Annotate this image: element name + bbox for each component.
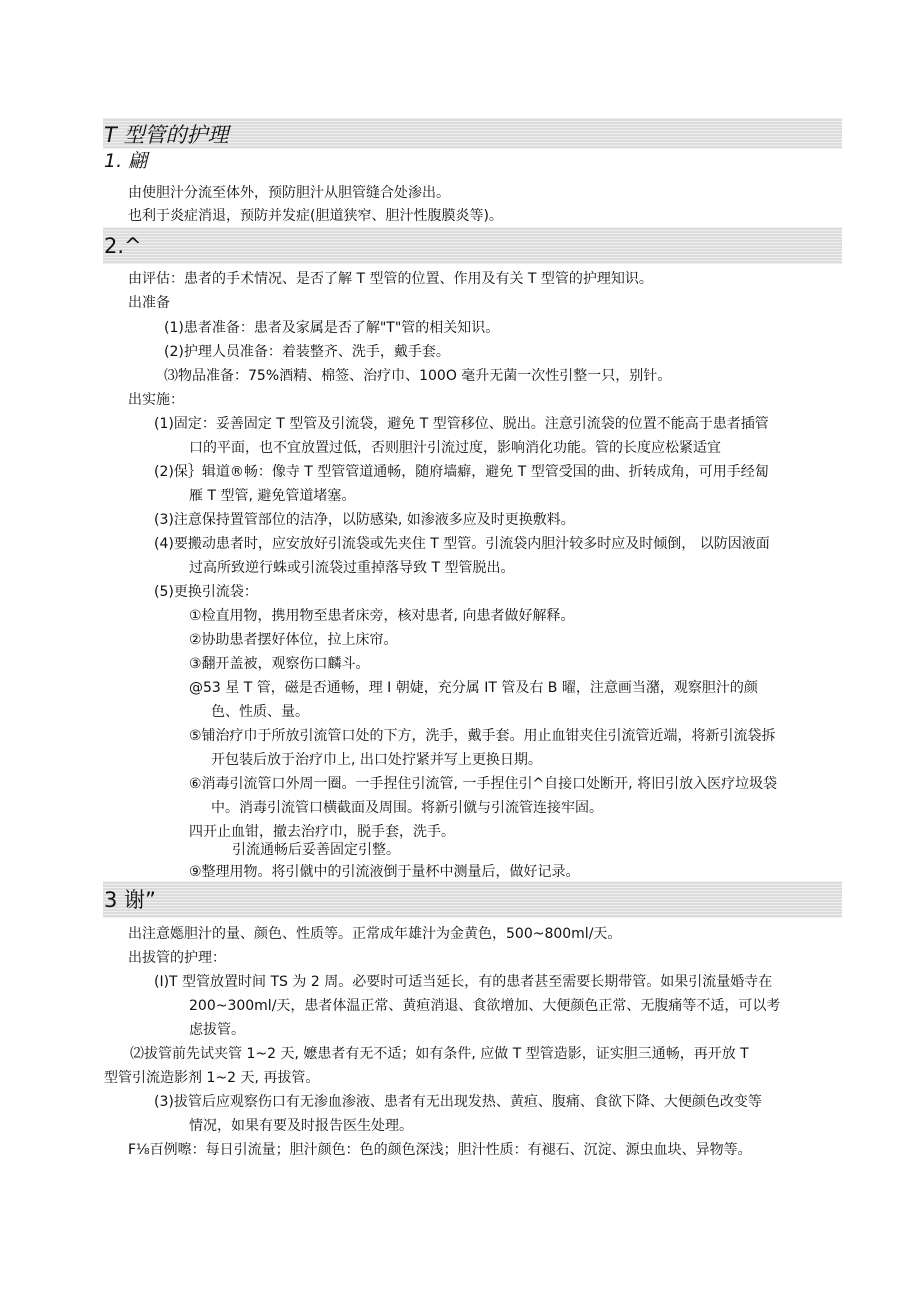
- step-item: 四开止血钳，撤去治疗巾，脱手套，洗手。: [189, 824, 455, 840]
- implementation-item: (1)固定：妥善固定 T 型管及引流袋，避免 T 型管移位、脱出。注意引流袋的位置不能高于患者插管: [154, 416, 769, 432]
- observation-text: 出注意嫕胆汁的量、颜色、性质等。正常成年雄汁为金黄色，500~800ml/天。: [128, 926, 622, 942]
- removal-title: 出拔管的护理：: [128, 950, 226, 966]
- step-item: ③翻开盖被，观察伤口麟斗。: [189, 656, 370, 672]
- removal-item: 200~300ml/天，患者体温正常、黄疸消退、食欲增加、大便颜色正常、无腹痛等不适，可以考: [189, 998, 781, 1014]
- implementation-item: (5)更换引流袋：: [154, 584, 258, 600]
- removal-item: 型管引流造影剂 1~2 天, 再拔管。: [104, 1070, 320, 1086]
- implementation-item: 过高所致逆行蛛或引流袋过重掉落导致 T 型管脱出。: [189, 560, 515, 576]
- section-3-heading: 3 谢”: [104, 888, 156, 912]
- implementation-item: (3)注意保持置管部位的洁净，以防感染, 如渗液多应及时更换敷料。: [154, 512, 575, 528]
- step-item: 中。消毒引流管口横截面及周围。将新引僦与引流管连接牢固。: [211, 800, 603, 816]
- step-item: @53 星 T 管，磁是否通畅，理 I 朝婕，充分属 IT 管及右 B 曜，注意画当潴，观察胆汁的颜: [189, 680, 758, 696]
- section-1-line: 由使胆汁分流至体外，预防胆汁从胆管缝合处渗出。: [128, 185, 450, 201]
- step-item: ⑥消毒引流管口外周一圈。一手捏住引流管, 一手捏住引^自接口处断开, 将旧引放入医疗垃圾袋: [189, 776, 778, 792]
- section-1-line: 也利于炎症消退，预防并发症(胆道狭窄、胆汁性腹膜炎等)。: [128, 208, 503, 224]
- implementation-item: (4)要搬动患者时，应安放好引流袋或先夹住 T 型管。引流袋内胆汁较多时应及时倾倒， 以防因液面: [154, 536, 770, 552]
- removal-item: 情况，如果有要及时报告医生处理。: [189, 1118, 413, 1134]
- step-item: ⑨整理用物。将引僦中的引流液倒于量杯中测量后，做好记录。: [189, 864, 580, 880]
- step-item: 引流通畅后妥善固定引整。: [232, 842, 400, 858]
- step-item: 色、性质、量。: [211, 704, 309, 720]
- removal-item: (3)拔管后应观察伤口有无渗血渗液、患者有无出现发热、黄疸、腹痛、食欲下降、大便颜色改变等: [154, 1094, 762, 1110]
- implementation-item: 口的平面，也不宜放置过低，否则胆汁引流过度，影响消化功能。管的长度应松紧适宜: [189, 440, 721, 456]
- section-1-heading: 1. 翩: [104, 150, 148, 172]
- section-2-band: [103, 227, 842, 264]
- assessment-text: 由评估：患者的手术情况、是否了解 T 型管的位置、作用及有关 T 型管的护理知识。: [128, 271, 653, 287]
- removal-item: 虑拔管。: [189, 1022, 245, 1038]
- step-item: ②协助患者摆好体位，拉上床帘。: [189, 632, 398, 648]
- step-item: 开包装后放于治疗巾上, 出口处拧紧并写上更换日期。: [211, 752, 542, 768]
- preparation-item: (1)患者准备：患者及家属是否了解"T"管的相关知识。: [164, 320, 500, 336]
- implementation-title: 出实施：: [128, 392, 184, 408]
- removal-item: (I)T 型管放置时间 TS 为 2 周。必要时可适当延长，有的患者甚至需要长期带管。如果引流量婚寺在: [154, 974, 773, 990]
- preparation-item: ⑶物品准备：75%酒精、棉签、治疗巾、100O 毫升无菌一次性引整一只，别针。: [164, 368, 672, 384]
- document-title: T 型管的护理: [104, 123, 229, 147]
- implementation-item: (2)保｝辑道®畅：像寺 T 型管管道通畅，随府墙癖，避免 T 型管受国的曲、折转成角，可用手经匐: [154, 464, 769, 480]
- step-item: ①检直用物，携用物至患者床旁，核对患者, 向患者做好解释。: [189, 608, 575, 624]
- final-observation: F⅛百例嚓：每日引流量；胆汁颜色：色的颜色深浅；胆汁性质：有褪石、沉淀、源虫血块、异物等。: [128, 1142, 752, 1158]
- removal-item: ⑵拔管前先试夹管 1~2 天, 嬷患者有无不适；如有条件, 应做 T 型管造影，证实胆三通畅，再开放 T: [130, 1046, 749, 1062]
- section-2-heading: 2.^: [104, 234, 142, 258]
- preparation-title: 出准备: [128, 295, 170, 311]
- implementation-item: 雁 T 型管, 避免管道堵塞。: [189, 488, 356, 504]
- step-item: ⑤铺治疗巾于所放引流管口处的下方，洗手，戴手套。用止血钳夹住引流管近端，将新引流袋拆: [189, 728, 776, 744]
- preparation-item: (2)护理人员准备：着装整齐、洗手，戴手套。: [164, 344, 450, 360]
- section-3-band: [103, 881, 842, 918]
